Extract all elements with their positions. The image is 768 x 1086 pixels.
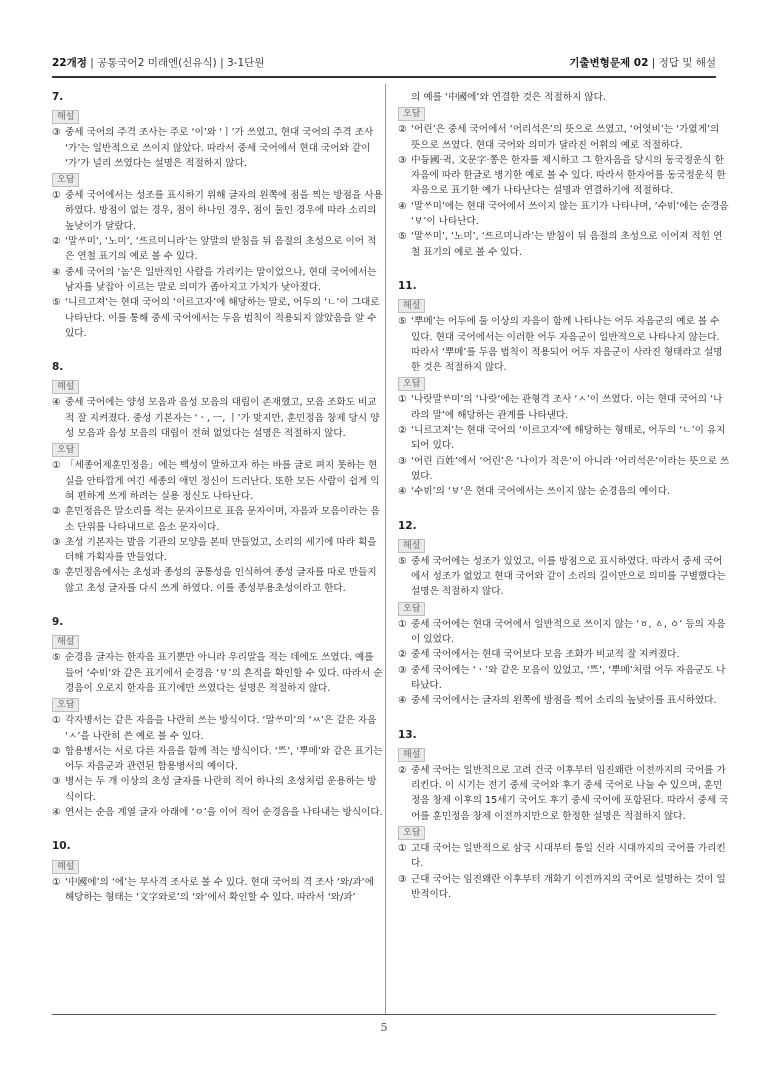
page-number: 5 [380,1021,388,1034]
choice-marker: ③ [398,154,407,166]
choice-marker: ① [52,190,61,202]
answer-text: ‘니르고져’는 현대 국어의 ‘이르고자’에 해당하는 말로, 어두의 ‘ㄴ’이 그대로 나타난다. 이를 통해 중세 국어에서는 두음 법칙이 적용되지 않았음을 알 수 있다. [65,297,380,339]
question-number: 8. [52,361,64,374]
section-tag: 오답 [398,107,425,121]
answer-item [52,395,385,441]
header-grade: 22개정 [52,56,87,69]
answer-item [398,314,731,375]
choice-marker: ④ [398,486,407,498]
answer-text: ‘말ᄊᆞ미’, ‘노미’, ‘ᄯᅳ르미니라’는 받침이 뒤 음절의 초성으로 이어져 적힌 연철 표기의 예로 볼 수 있다. [411,231,723,258]
section-tag-row [52,378,385,395]
choice-marker: ④ [52,266,61,278]
choice-marker: ③ [52,536,61,548]
section-tag: 해설 [398,539,425,553]
answer-item [52,650,385,696]
page-header [52,50,716,74]
choice-marker: ① [52,715,61,727]
section-tag: 오답 [52,443,79,457]
section-tag-row [398,824,731,841]
answer-text: 중세 국어에는 성조가 있었고, 이를 방점으로 표시하였다. 따라서 중세 국어에서 성조가 없었고 현대 국어와 같이 소리의 길이만으로 의미를 구별했다는 설명은 적절하지 않다. [411,555,726,598]
header-answer-label: | 정답 및 해설 [648,56,716,69]
answer-item [398,647,731,662]
choice-marker: ① [398,842,407,854]
section-tag-row [52,633,385,650]
choice-marker: ② [398,124,407,136]
choice-marker: ⑤ [398,555,407,567]
answer-text: 중세 국어의 주격 조사는 주로 ‘이’와 ‘ㅣ’가 쓰였고, 현대 국어의 주격 조사 ‘가’는 일반적으로 쓰이지 않았다. 따라서 중세 국어에서 현대 국어와 같이 ‘가’가 널리 쓰였다는 설명은 적절하지 않다. [65,127,374,169]
question-number: 13. [398,728,417,741]
answer-item [398,484,731,499]
section-tag-row [398,600,731,617]
choice-marker: ③ [398,664,407,676]
choice-marker: ② [398,764,407,776]
section-tag: 해설 [52,635,79,649]
answer-item [52,713,385,744]
continuation-text: 의 예를 ‘中國에’와 연결한 것은 적절하지 않다. [411,92,606,103]
answer-item [52,875,385,906]
answer-text: 근대 국어는 임진왜란 이후부터 개화기 이전까지의 국어로 설명하는 것이 일반적이다. [411,873,726,900]
answer-item [398,617,731,648]
choice-marker: ⑤ [52,652,61,664]
section-tag-row [398,297,731,314]
section-tag: 해설 [398,748,425,762]
answer-text: 병서는 두 개 이상의 초성 글자를 나란히 적어 하나의 초성처럼 운용하는 방식이다. [65,776,377,803]
answer-item [398,423,731,454]
question-number: 10. [52,840,71,853]
answer-item [52,565,385,596]
answer-text: 중세 국어에는 현대 국어에서 일반적으로 쓰이지 않는 ‘ㆆ, ㅿ, ㆁ’ 등의 자음이 있었다. [411,618,726,646]
section-tag: 오답 [52,698,79,712]
section-tag-row [398,537,731,554]
answer-item [398,122,731,153]
question-number: 9. [52,616,64,629]
choice-marker: ③ [398,455,407,467]
answer-item [398,841,731,872]
answer-text: ‘뿌메’는 어두에 둘 이상의 자음이 함께 나타나는 어두 자음군의 예로 볼 수 있다. 현대 국어에서는 이러한 어두 자음군이 일반적으로 나타나지 않는다. 따라서 ‘뿌메’를 두음 법칙이 적용되어 어두 자음군이 사라진 형태라고 설명한 것은 적절하지 않다. [411,316,723,374]
question-number: 11. [398,279,417,292]
answer-item [398,392,731,423]
answer-text: ‘말ᄊᆞ미’에는 현대 국어에서 쓰이지 않는 표기가 나타나며, ‘수ᄫᅵ’에는 순경음 ‘ㅸ’이 나타난다. [411,200,729,228]
choice-marker: ⑤ [398,231,407,243]
choice-marker: ① [398,394,407,406]
section-tag-row [398,746,731,763]
answer-text: 중세 국어에는 ‘ㆍ’와 같은 모음이 있었고, ‘ᄣᅳ’, ‘뿌메’처럼 어두 자음군도 나타났다. [411,664,726,691]
left-column [52,90,385,905]
answer-text: ‘말ᄊᆞ미’, ‘노미’, ‘ᄯᅳ르미니라’는 앞말의 받침을 뒤 음절의 초성으로 이어 적은 연철 표기의 예로 볼 수 있다. [65,236,377,263]
choice-marker: ② [52,236,61,248]
question-number: 12. [398,519,417,532]
header-exam-title: 기출변형문제 02 [569,56,649,69]
section-tag-row [52,441,385,458]
answer-text: ‘어린 百姓’에서 ‘어린’은 ‘나이가 적은’이 아니라 ‘어리석은’이라는 뜻으로 쓰였다. [411,455,730,482]
section-tag: 오답 [52,173,79,187]
answer-item [398,199,731,230]
answer-item [398,454,731,485]
footer-rule [52,1014,716,1015]
choice-marker: ③ [52,776,61,788]
answer-text: 순경음 글자는 한자음 표기뿐만 아니라 우리말을 적는 데에도 쓰였다. 예를 들어 ‘수ᄫᅵ’와 같은 표기에서 순경음 ‘ㅸ’의 흔적을 확인할 수 있다. 따라서 순경음이 오로지 한자음 표기에만 쓰였다는 설명은 적절하지 않다. [65,652,383,694]
section-tag-row [398,105,731,122]
choice-marker: ② [398,425,407,437]
header-left [52,55,264,70]
answer-text: ‘나랏말ᄊᆞ미’의 ‘나랏’에는 관형격 조사 ‘ㅅ’이 쓰였다. 이는 현대 국어의 ‘나라의 말’에 해당하는 관계를 나타낸다. [411,394,723,421]
answer-item [52,265,385,296]
answer-text: 각자병서는 같은 자음을 나란히 쓰는 방식이다. ‘말ᄊᆞ미’의 ‘ㅆ’은 같은 자음 ‘ㅅ’을 나란히 쓴 예로 볼 수 있다. [65,715,377,742]
answer-text: 합용병서는 서로 다른 자음을 함께 적는 방식이다. ‘ᄣᅳ’, ‘뿌메’와 같은 표기는 어두 자음군과 관련된 합용병서의 예이다. [65,745,383,773]
answer-item [52,458,385,504]
choice-marker: ③ [52,127,61,139]
answer-item [398,554,731,600]
question-number: 7. [52,91,64,103]
header-course: | 공통국어2 미래엔(신유식) | 3-1단원 [86,56,265,69]
choice-marker: ④ [398,200,407,212]
answer-item [398,153,731,199]
answer-text: 훈민정음에서는 초성과 종성의 공통성을 인식하여 종성 글자를 따로 만들지 않고 초성 글자를 다시 쓰게 하였다. 이를 종성부용초성이라고 한다. [65,567,377,594]
section-tag: 해설 [52,110,79,124]
section-tag: 오답 [398,377,425,391]
answer-item [398,229,731,260]
answer-text: ‘中國에’의 ‘에’는 부사격 조사로 볼 수 있다. 현대 국어의 격 조사 ‘와/과’에 해당하는 형태는 ‘文字와로’의 ‘와’에서 확인할 수 있다. 따라서 ‘와/과’ [65,876,375,903]
answer-item [52,774,385,805]
answer-text: ‘어린’은 중세 국어에서 ‘어리석은’의 뜻으로 쓰였고, ‘어엿비’는 ‘가엾게’의 뜻으로 쓰였다. 현대 국어와 의미가 달라진 어휘의 예로 적절하다. [411,124,720,151]
answer-text: 중세 국어에서는 글자의 왼쪽에 방점을 찍어 소리의 높낮이를 표시하였다. [411,695,717,707]
choice-marker: ④ [52,397,61,409]
answer-text: 고대 국어는 일반적으로 삼국 시대부터 통일 신라 시대까지의 국어를 가리킨다. [411,842,726,870]
choice-marker: ① [52,460,61,472]
answer-item [52,805,385,820]
section-tag: 해설 [52,380,79,394]
section-tag: 오답 [398,602,425,616]
choice-marker: ④ [52,806,61,818]
answer-text: 「세종어제훈민정음」에는 백성이 말하고자 하는 바를 글로 펴지 못하는 현실을 안타깝게 여긴 세종의 애민 정신이 드러난다. 또한 모든 사람이 쉽게 익혀 편하게 쓰게 하려는 실용 정신도 나타난다. [65,460,380,502]
answer-text: 중세 국어에서는 현대 국어보다 모음 조화가 비교적 잘 지켜졌다. [411,649,680,661]
answer-item [52,125,385,171]
section-tag-row [398,375,731,392]
section-tag: 오답 [398,826,425,840]
answer-text: 초성 기본자는 발음 기관의 모양을 본떠 만들었고, 소리의 세기에 따라 획을 더해 가획자를 만들었다. [65,536,377,564]
choice-marker: ⑤ [398,316,407,328]
answer-text: 연서는 순음 계열 글자 아래에 ‘ㅇ’을 이어 적어 순경음을 나타내는 방식이다. [65,806,383,818]
answer-text: ‘수ᄫᅵ’의 ‘ㅸ’은 현대 국어에서는 쓰이지 않는 순경음의 예이다. [411,486,671,498]
answer-item [52,535,385,566]
answer-item [52,295,385,341]
choice-marker: ⑤ [52,567,61,579]
answer-text: 중세 국어는 일반적으로 고려 건국 이후부터 임진왜란 이전까지의 국어를 가리킨다. 이 시기는 전기 중세 국어와 후기 중세 국어로 나눌 수 있으며, 훈민정음 창제 이후의 15세기 국어도 후기 중세 국어에 포함된다. 따라서 중세 국어를 훈민정음 창제 이전까지만으로 한정한 설명은 적절하지 않다. [411,764,729,822]
answer-item [52,188,385,234]
choice-marker: ⑤ [52,297,61,309]
right-column [398,90,731,902]
answer-text: 중세 국어의 ‘놈’은 일반적인 사람을 가리키는 말이었으나, 현대 국어에서는 남자를 낮잡아 이르는 말로 의미가 좁아지고 가치가 낮아졌다. [65,266,377,293]
section-tag: 해설 [398,299,425,313]
choice-marker: ① [398,618,407,630]
section-tag-row [52,108,385,125]
header-right [569,55,716,70]
answer-text: 훈민정음은 말소리를 적는 문자이므로 표음 문자이며, 자음과 모음이라는 음소 단위를 나타내므로 음소 문자이다. [65,506,380,533]
section-tag-row [52,171,385,188]
choice-marker: ③ [398,873,407,885]
section-tag-row [52,858,385,875]
answer-item [52,234,385,265]
choice-marker: ④ [398,695,407,707]
header-rule [52,76,716,78]
choice-marker: ② [398,649,407,661]
column-divider [385,84,386,1014]
answer-item [398,663,731,694]
section-tag-row [52,696,385,713]
answer-item [398,693,731,708]
section-tag: 해설 [52,860,79,874]
answer-item [398,872,731,903]
answer-text: 中듕國·귁, 文문字·쫑은 한자를 제시하고 그 한자음을 당시의 동국정운식 한자음에 따라 한글로 병기한 예로 볼 수 있다. 따라서 한자어를 동국정운식 한자음으로 표기한 예가 나타난다는 설명과 연결하기에 적절하다. [411,154,726,197]
choice-marker: ① [52,876,61,888]
answer-text: 중세 국어에는 양성 모음과 음성 모음의 대립이 존재했고, 모음 조화도 비교적 잘 지켜졌다. 중성 기본자는 ‘ㆍ, ㅡ, ㅣ’가 맞지만, 훈민정음 창제 당시 양성 모음과 음성 모음의 대립이 전혀 없었다는 설명은 적절하지 않다. [65,397,380,440]
choice-marker: ② [52,506,61,518]
answer-item [398,763,731,824]
answer-text: ‘니르고져’는 현대 국어의 ‘이르고자’에 해당하는 형태로, 어두의 ‘ㄴ’이 유지되어 있다. [411,425,726,452]
answer-text: 중세 국어에서는 성조를 표시하기 위해 글자의 왼쪽에 점을 찍는 방점을 사용하였다. 방점이 없는 경우, 점이 하나인 경우, 점이 둘인 경우에 따라 소리의 높낮이가 달랐다. [65,190,383,232]
choice-marker: ② [52,745,61,757]
answer-item [52,744,385,775]
answer-item [52,504,385,535]
